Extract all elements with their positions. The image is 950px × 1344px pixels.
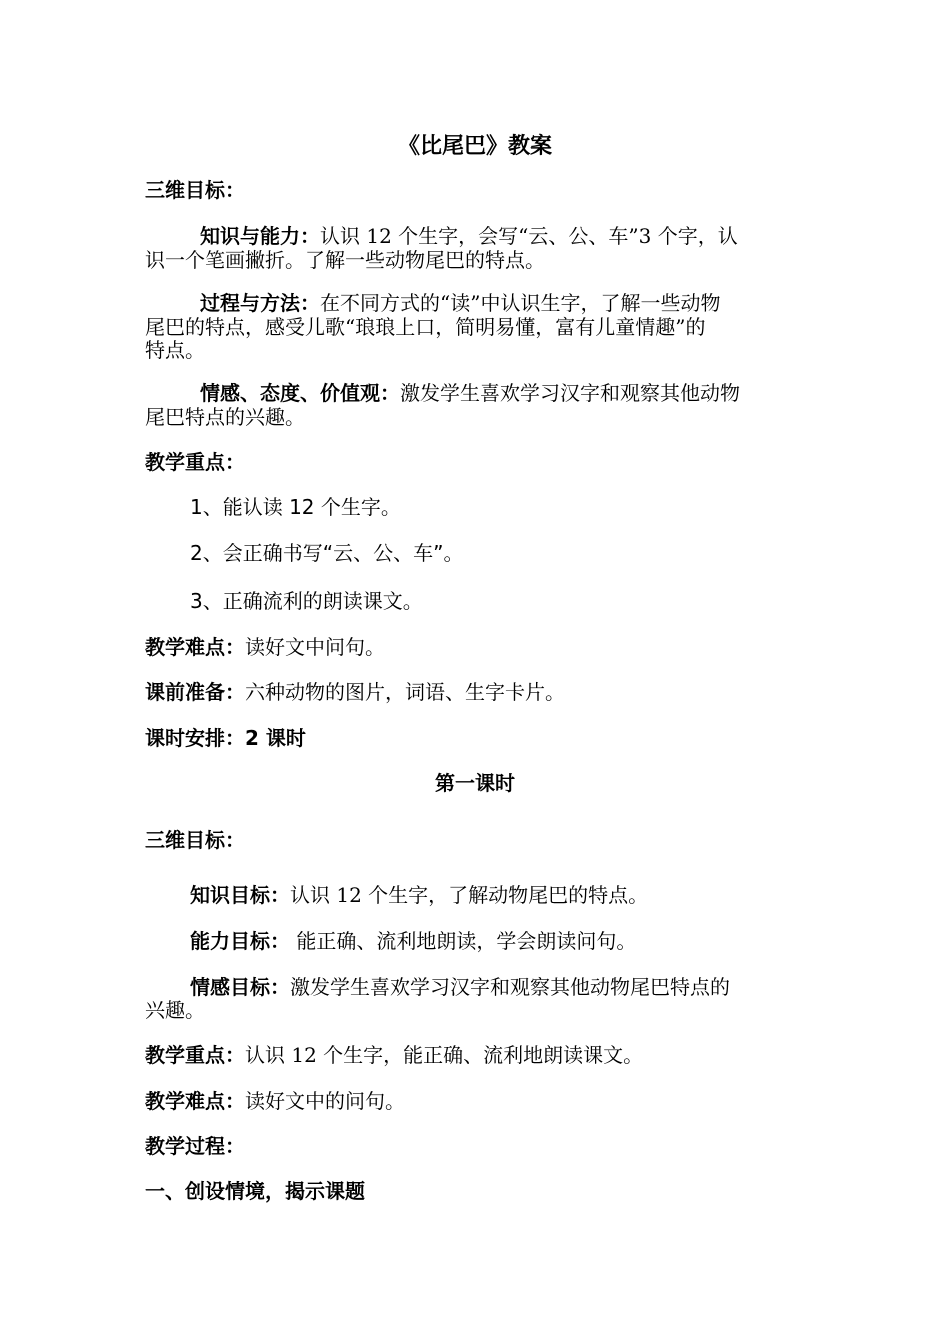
emotion-goal-line bbox=[190, 976, 805, 999]
lesson1-difficulty-text: 读好文中的问句。 bbox=[245, 1089, 405, 1113]
lesson1-key-text: 认识 12 个生字，能正确、流利地朗读课文。 bbox=[245, 1043, 644, 1067]
goals-heading: 三维目标： bbox=[145, 178, 245, 202]
knowledge-goal-text: 认识 12 个生字，了解动物尾巴的特点。 bbox=[290, 883, 649, 907]
keypoint-item: 3、正确流利的朗读课文。 bbox=[190, 589, 423, 613]
difficulty-label: 教学难点： bbox=[145, 635, 245, 659]
lesson1-key-line bbox=[145, 1044, 805, 1067]
knowledge-text-2: 识一个笔画撇折。了解一些动物尾巴的特点。 bbox=[145, 248, 545, 272]
knowledge-label: 知识与能力： bbox=[200, 224, 320, 248]
knowledge-goal-line bbox=[190, 884, 850, 907]
emotion-goal-text-1: 激发学生喜欢学习汉字和观察其他动物尾巴特点的 bbox=[290, 975, 730, 999]
knowledge-text-1: 认识 12 个生字，会写“云、公、车”3 个字，认 bbox=[320, 224, 738, 248]
process-text-2: 尾巴的特点，感受儿歌“琅琅上口，简明易懂，富有儿童情趣”的 bbox=[145, 315, 706, 339]
document-title: 《比尾巴》教案 bbox=[397, 134, 552, 159]
process-line-1 bbox=[200, 292, 805, 315]
emotion-goal-text-2: 兴趣。 bbox=[145, 998, 205, 1022]
keypoints-heading: 教学重点： bbox=[145, 450, 245, 474]
lesson1-difficulty-label: 教学难点： bbox=[145, 1089, 245, 1113]
process-text-3: 特点。 bbox=[145, 338, 205, 362]
prep-label: 课前准备： bbox=[145, 680, 245, 704]
schedule-text: 2 课时 bbox=[245, 726, 306, 750]
emotion-line-1 bbox=[200, 382, 805, 405]
ability-goal-text: 能正确、流利地朗读，学会朗读问句。 bbox=[290, 929, 637, 953]
step1-heading: 一、创设情境，揭示课题 bbox=[145, 1179, 365, 1203]
ability-goal-line bbox=[190, 930, 850, 953]
lesson1-goals-heading: 三维目标： bbox=[145, 828, 245, 852]
emotion-label: 情感、态度、价值观： bbox=[200, 381, 400, 405]
lesson1-difficulty-line bbox=[145, 1090, 805, 1113]
lesson1-key-label: 教学重点： bbox=[145, 1043, 245, 1067]
schedule-line bbox=[145, 727, 805, 750]
knowledge-line-1 bbox=[200, 225, 805, 248]
difficulty-text: 读好文中问句。 bbox=[245, 635, 385, 659]
keypoint-item: 2、会正确书写“云、公、车”。 bbox=[190, 541, 464, 565]
emotion-text-2: 尾巴特点的兴趣。 bbox=[145, 405, 305, 429]
process-heading: 教学过程： bbox=[145, 1134, 245, 1158]
prep-line bbox=[145, 681, 805, 704]
process-label: 过程与方法： bbox=[200, 291, 320, 315]
emotion-goal-label: 情感目标： bbox=[190, 975, 290, 999]
ability-goal-label: 能力目标： bbox=[190, 929, 290, 953]
knowledge-goal-label: 知识目标： bbox=[190, 883, 290, 907]
keypoint-item: 1、能认读 12 个生字。 bbox=[190, 495, 401, 519]
lesson1-heading: 第一课时 bbox=[435, 771, 515, 795]
schedule-label: 课时安排： bbox=[145, 726, 245, 750]
process-text-1: 在不同方式的“读”中认识生字，了解一些动物 bbox=[320, 291, 721, 315]
difficulty-line bbox=[145, 636, 805, 659]
prep-text: 六种动物的图片，词语、生字卡片。 bbox=[245, 680, 565, 704]
emotion-text-1: 激发学生喜欢学习汉字和观察其他动物 bbox=[400, 381, 740, 405]
